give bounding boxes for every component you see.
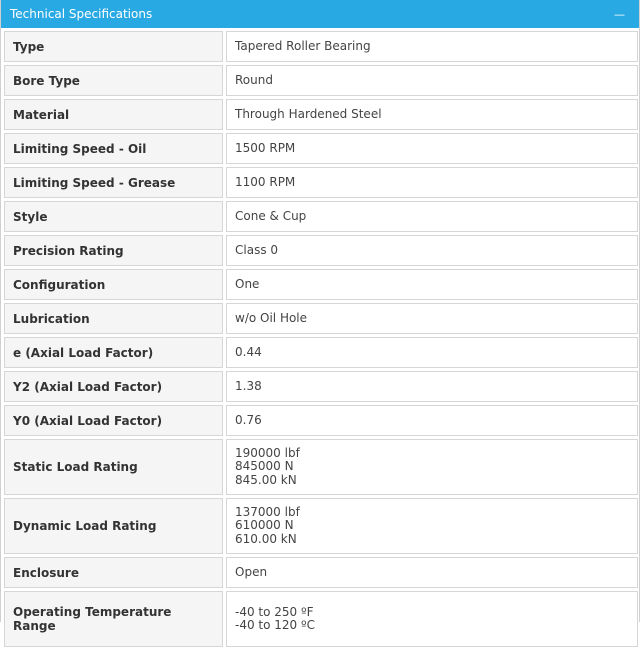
spec-value — [226, 337, 638, 368]
spec-row — [4, 167, 638, 198]
spec-label: Lubrication — [4, 303, 223, 334]
spec-row — [4, 269, 638, 300]
spec-value — [226, 591, 638, 647]
spec-label: Type — [4, 31, 223, 62]
spec-value-line: Cone & Cup — [235, 208, 307, 223]
spec-value-line: 0.76 — [235, 412, 262, 427]
panel-title: Technical Specifications — [10, 7, 153, 21]
spec-row — [4, 99, 638, 130]
spec-row — [4, 557, 638, 588]
spec-value — [226, 439, 638, 495]
spec-label: Limiting Speed - Grease — [4, 167, 223, 198]
spec-value — [226, 99, 638, 130]
spec-value-line: 845000 N — [235, 459, 294, 474]
spec-value — [226, 31, 638, 62]
spec-value-line: Round — [235, 72, 273, 87]
spec-value-line: 610000 N — [235, 518, 294, 533]
spec-row — [4, 405, 638, 436]
spec-row — [4, 337, 638, 368]
spec-row — [4, 498, 638, 554]
spec-value — [226, 557, 638, 588]
spec-row — [4, 439, 638, 495]
spec-label: Y2 (Axial Load Factor) — [4, 371, 223, 402]
spec-value-line: 190000 lbf — [235, 445, 300, 460]
spec-value — [226, 303, 638, 334]
spec-value-line: 610.00 kN — [235, 531, 297, 546]
spec-value-line: 137000 lbf — [235, 504, 300, 519]
spec-value — [226, 269, 638, 300]
spec-row — [4, 31, 638, 62]
spec-row — [4, 133, 638, 164]
spec-label: Material — [4, 99, 223, 130]
spec-row — [4, 591, 638, 647]
spec-label: e (Axial Load Factor) — [4, 337, 223, 368]
spec-label: Limiting Speed - Oil — [4, 133, 223, 164]
spec-value-line: -40 to 250 ºF — [235, 604, 314, 619]
spec-label: Operating Temperature Range — [4, 591, 223, 647]
spec-label: Dynamic Load Rating — [4, 498, 223, 554]
spec-value-line: w/o Oil Hole — [235, 310, 308, 325]
spec-label: Y0 (Axial Load Factor) — [4, 405, 223, 436]
spec-label: Style — [4, 201, 223, 232]
spec-label: Bore Type — [4, 65, 223, 96]
spec-row — [4, 371, 638, 402]
spec-row — [4, 235, 638, 266]
spec-row — [4, 65, 638, 96]
spec-value-line: Open — [235, 564, 268, 579]
spec-value — [226, 498, 638, 554]
spec-label: Enclosure — [4, 557, 223, 588]
spec-value-line: 0.44 — [235, 344, 262, 359]
spec-row — [4, 201, 638, 232]
spec-value — [226, 371, 638, 402]
spec-value — [226, 235, 638, 266]
spec-label: Precision Rating — [4, 235, 223, 266]
spec-value — [226, 133, 638, 164]
spec-value-line: 1500 RPM — [235, 140, 296, 155]
spec-value — [226, 167, 638, 198]
spec-value-line: 1.38 — [235, 378, 262, 393]
spec-value-line: 845.00 kN — [235, 472, 297, 487]
panel-header[interactable] — [1, 0, 639, 28]
spec-value-line: Through Hardened Steel — [235, 106, 382, 121]
spec-label: Static Load Rating — [4, 439, 223, 495]
minus-icon[interactable]: — — [614, 7, 625, 21]
spec-value-line: 1100 RPM — [235, 174, 296, 189]
spec-row — [4, 303, 638, 334]
spec-table — [1, 28, 641, 650]
spec-label: Configuration — [4, 269, 223, 300]
spec-value — [226, 405, 638, 436]
spec-value-line: One — [235, 276, 260, 291]
spec-value-line: Tapered Roller Bearing — [235, 38, 371, 53]
spec-value — [226, 201, 638, 232]
spec-value-line: -40 to 120 ºC — [235, 618, 316, 632]
spec-value-line: Class 0 — [235, 242, 279, 257]
spec-value — [226, 65, 638, 96]
